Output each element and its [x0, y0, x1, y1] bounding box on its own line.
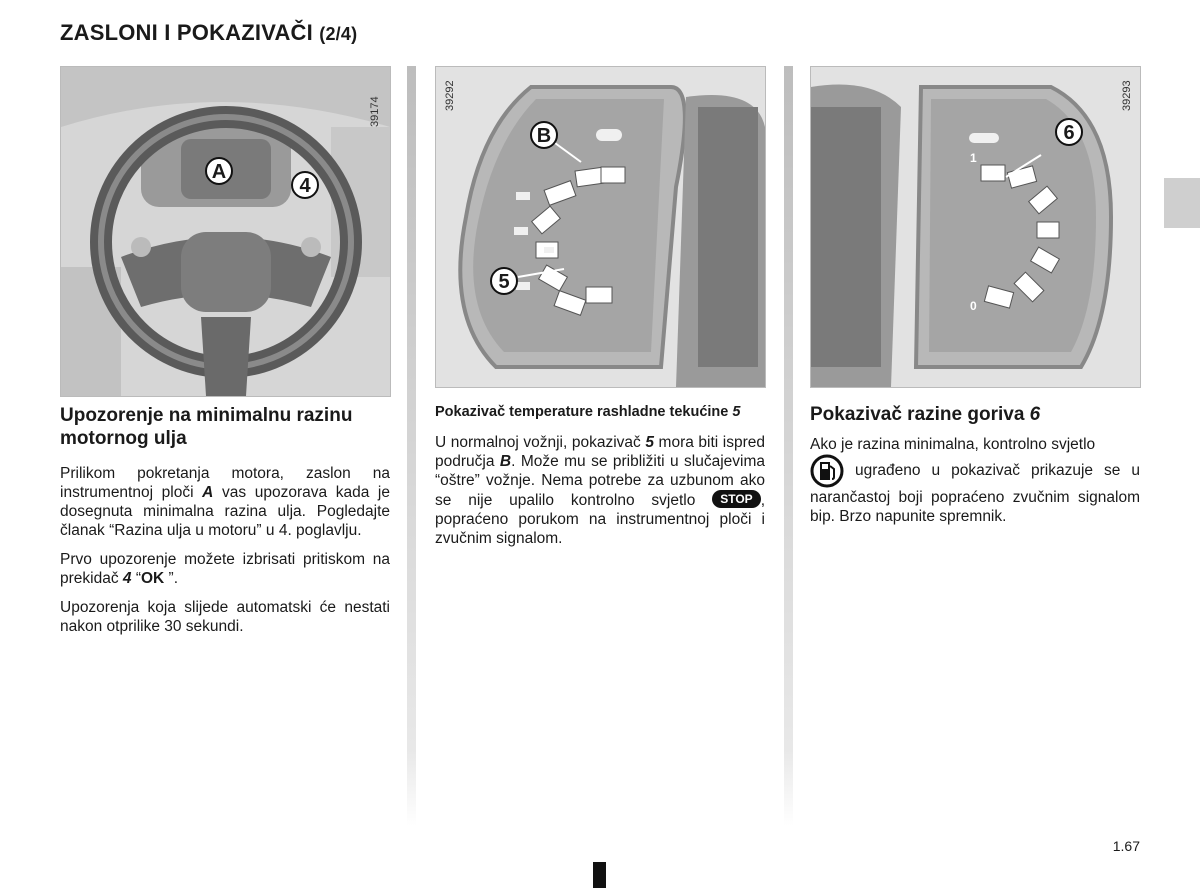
fuel-scale-full: 1 — [970, 151, 977, 165]
temperature-gauge-figure — [435, 66, 766, 388]
steering-wheel-illustration — [61, 67, 390, 396]
paragraph — [60, 464, 390, 540]
page-edge-marker — [593, 862, 606, 888]
paragraph — [810, 435, 1140, 526]
section-heading-oil-warning: Upozorenje na minimalnu razinu motornog ulja — [60, 405, 353, 449]
column-separator — [407, 66, 416, 826]
section-heading-fuel — [810, 403, 1140, 426]
text: Ako je razina minimalna, kontrolno svjetlo — [810, 436, 1096, 453]
callout-B: B — [530, 121, 558, 149]
callout-6: 6 — [1055, 118, 1083, 146]
text: Pokazivač temperature rashladne tekućine — [435, 404, 733, 420]
text: ”. — [164, 570, 179, 587]
text: Pokazivač razine goriva — [810, 404, 1030, 425]
text: U normalnoj vožnji, pokazivač — [435, 434, 646, 451]
chapter-side-tab — [1164, 178, 1200, 228]
text: , popraćeno porukom na instrumentnoj ploči i zvučnim signalom. — [435, 492, 765, 547]
ref-6: 6 — [1029, 404, 1041, 425]
fuel-scale-empty: 0 — [970, 299, 977, 313]
section-heading-coolant — [435, 403, 765, 421]
figure-code: 39292 — [444, 80, 456, 111]
ref-B: B — [499, 453, 512, 470]
text: “ — [131, 570, 141, 587]
text: mora biti ispred područja — [435, 434, 766, 470]
temperature-gauge-illustration — [436, 67, 765, 387]
column-3-body — [810, 435, 1140, 526]
figure-code: 39174 — [369, 96, 381, 127]
paragraph — [60, 550, 390, 588]
ref-5: 5 — [732, 404, 741, 420]
fuel-gauge-figure — [810, 66, 1141, 388]
page-number: 1.67 — [1112, 838, 1140, 854]
ref-5: 5 — [645, 434, 654, 451]
paragraph — [435, 433, 765, 548]
title-text: ZASLONI I POKAZIVAČI — [60, 20, 313, 45]
callout-4: 4 — [291, 171, 319, 199]
text: Prilikom pokretanja motora, zaslon na instrumentnoj ploči — [60, 465, 390, 501]
ref-A: A — [202, 484, 214, 501]
fuel-pump-icon — [810, 454, 844, 488]
column-separator — [784, 66, 793, 826]
stop-warning-icon: STOP — [712, 490, 760, 508]
ref-4: 4 — [122, 570, 132, 587]
paragraph: Upozorenja koja slijede automatski će nestati nakon otprilike 30 sekundi. — [60, 599, 390, 635]
page-title — [60, 20, 357, 46]
column-2-body — [435, 433, 765, 548]
text: ugrađeno u pokazivač prikazuje se u narančastoj boji popraćeno zvučnim signalom bip. Brzo napunite spremnik. — [810, 462, 1140, 525]
text: vas upozorava kada je dosegnuta minimalna razina ulja. Pogledajte članak “Razina ulja u motoru” u 4. poglavlju. — [60, 484, 390, 539]
steering-wheel-figure — [60, 66, 391, 397]
figure-code: 39293 — [1121, 80, 1133, 111]
column-1-body — [60, 464, 390, 636]
ok-label: OK — [141, 570, 165, 587]
title-part-indicator: (2/4) — [319, 24, 358, 44]
column-3 — [810, 403, 1140, 536]
text: Prvo upozorenje možete izbrisati pritiskom na prekidač — [60, 551, 390, 587]
text: . Može mu se približiti u slučajevima “oštre” vožnje. Nema potrebe za uzbunom ako se nije upalilo kontrolno svjetlo — [435, 453, 765, 509]
column-2 — [435, 403, 765, 558]
callout-A: A — [205, 157, 233, 185]
callout-5: 5 — [490, 267, 518, 295]
column-1 — [60, 404, 390, 646]
fuel-gauge-illustration — [811, 67, 1140, 387]
